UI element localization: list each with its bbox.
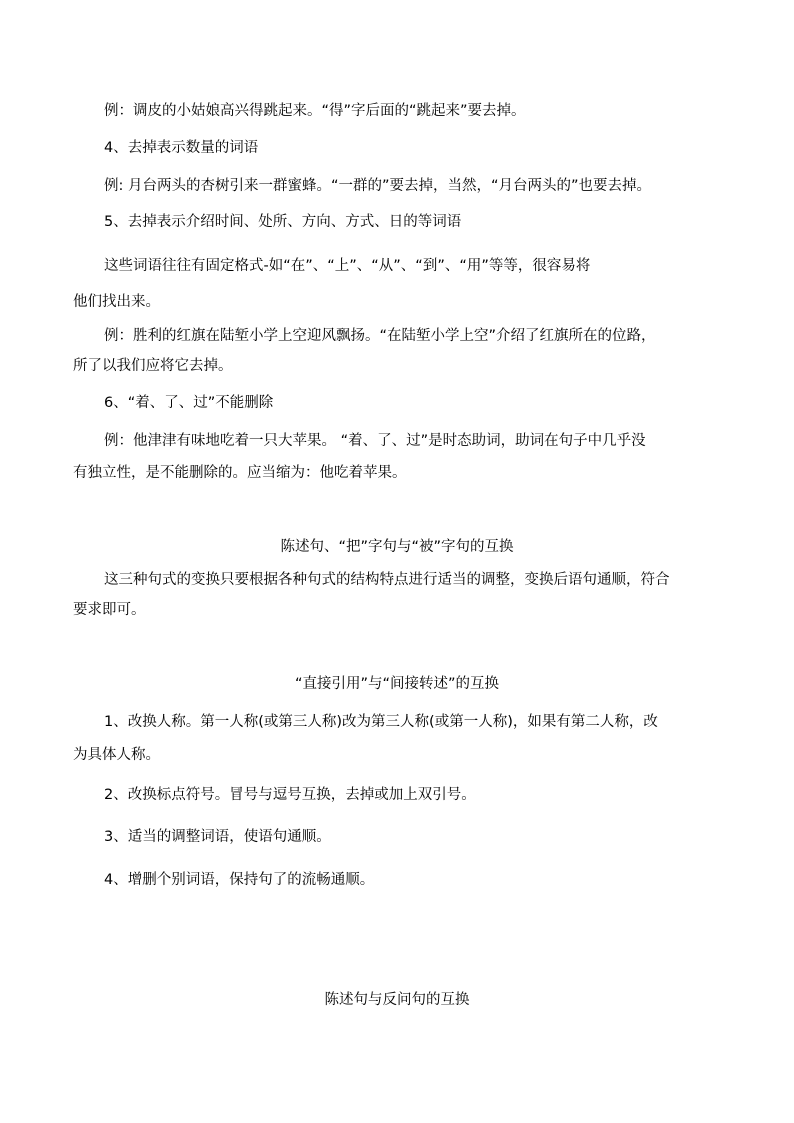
paragraph-example-apple-line2: 有独立性，是不能删除的。应当缩为：他吃着苹果。	[73, 465, 407, 481]
section-title-direct-indirect: “直接引用”与“间接转述”的互换	[294, 676, 500, 692]
item-change-punctuation: 2、改换标点符号。冒号与逗号互换，去掉或加上双引号。	[104, 787, 476, 803]
item-change-person-line2: 为具体人称。	[73, 747, 160, 763]
paragraph-fixed-format-line1: 这些词语往往有固定格式-如“在”、“上”、“从”、“到”、“用”等等，很容易将	[104, 258, 591, 274]
section-title-ba-bei: 陈述句、“把”字句与“被”字句的互换	[280, 539, 514, 555]
heading-remove-time-place: 5、去掉表示介绍时间、处所、方向、方式、日的等词语	[104, 214, 462, 230]
paragraph-example-apple-line1: 例：他津津有味地吃着一只大苹果。 “着、了、过”是时态助词，助词在句子中几乎没	[104, 433, 646, 449]
paragraph-example-jump: 例：调皮的小姑娘高兴得跳起来。“得”字后面的“跳起来”要去掉。	[104, 103, 526, 119]
section-title-rhetorical: 陈述句与反问句的互换	[324, 992, 470, 1008]
paragraph-fixed-format-line2: 他们找出来。	[73, 294, 160, 310]
heading-cannot-delete: 6、“着、了、过”不能删除	[104, 395, 274, 411]
heading-remove-quantity: 4、去掉表示数量的词语	[104, 140, 259, 156]
paragraph-example-bees: 例: 月台两头的杏树引来一群蜜蜂。“一群的”要去掉，当然，“月台两头的”也要去掉。	[104, 178, 652, 194]
item-add-delete-words: 4、增删个别词语，保持句了的流畅通顺。	[104, 872, 375, 888]
item-adjust-words: 3、适当的调整词语，使语句通顺。	[104, 829, 331, 845]
paragraph-example-flag-line1: 例：胜利的红旗在陆堑小学上空迎风飘扬。“在陆堑小学上空”介绍了红旗所在的位路，	[104, 328, 656, 344]
paragraph-ba-bei-line2: 要求即可。	[73, 602, 146, 618]
paragraph-example-flag-line2: 所了以我们应将它去掉。	[73, 358, 233, 374]
item-change-person-line1: 1、改换人称。第一人称(或第三人称)改为第三人称(或第一人称)，如果有第二人称，改	[104, 714, 658, 730]
paragraph-ba-bei-line1: 这三种句式的变换只要根据各种句式的结构特点进行适当的调整，变换后语句通顺，符合	[104, 572, 670, 588]
